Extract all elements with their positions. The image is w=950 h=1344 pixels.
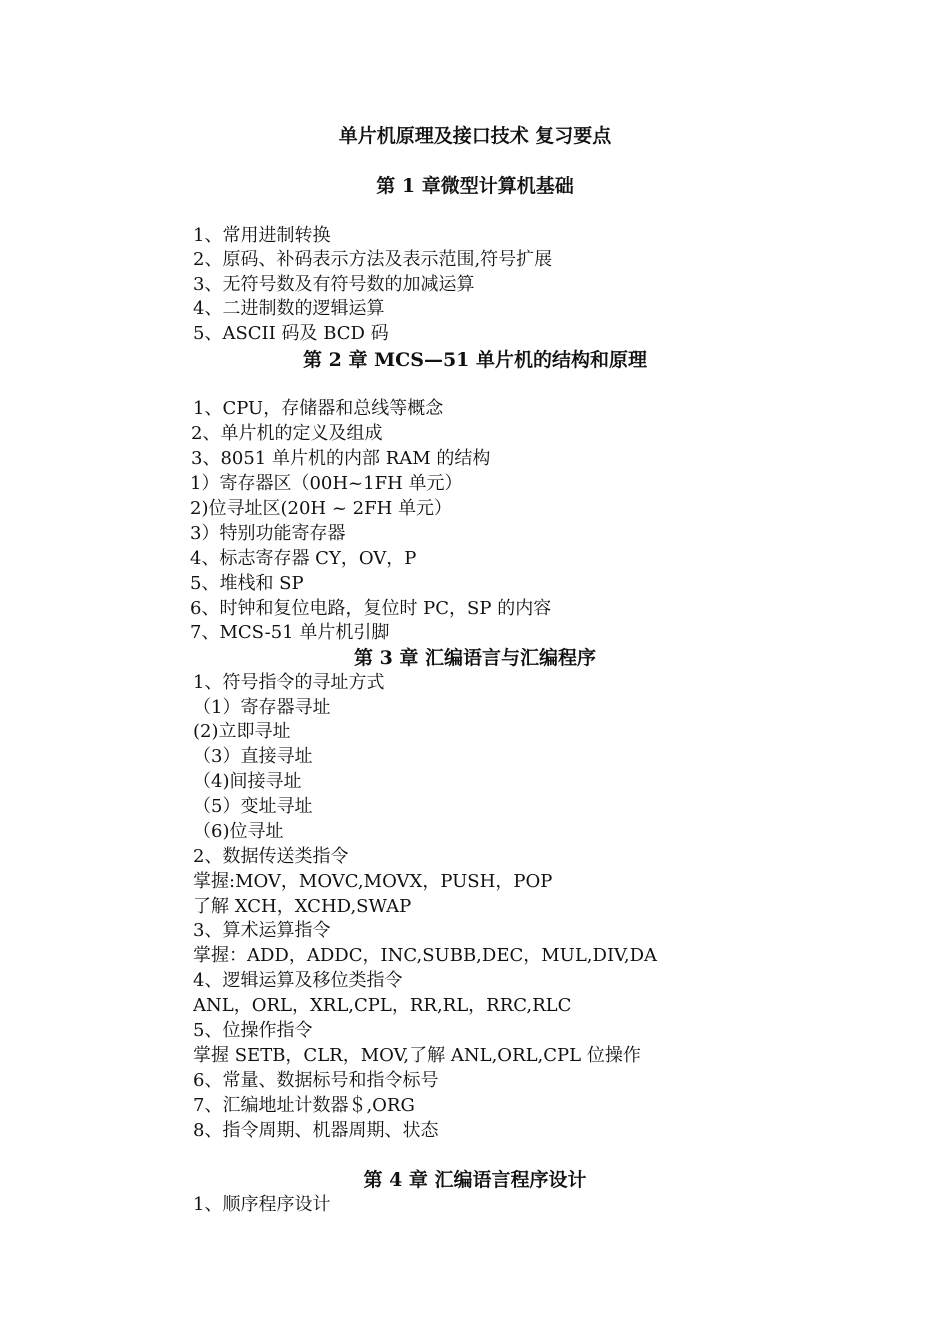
chapter-3-heading: 第 3 章 汇编语言与汇编程序 [353, 647, 597, 669]
chapter-2-item: 5、堆栈和 SP [190, 573, 304, 594]
chapter-3-item: 掌握:MOV，MOVC,MOVX，PUSH，POP [193, 871, 553, 892]
chapter-2-item: 6、时钟和复位电路，复位时 PC，SP 的内容 [190, 598, 552, 619]
chapter-2-item: 2、单片机的定义及组成 [191, 423, 383, 444]
chapter-2-item: 1、CPU，存储器和总线等概念 [193, 398, 444, 419]
chapter-2-item: 4、标志寄存器 CY，OV，P [190, 548, 417, 569]
chapter-3-item: （4)间接寻址 [193, 771, 302, 792]
document-title: 单片机原理及接口技术 复习要点 [338, 125, 612, 147]
chapter-3-item: 2、数据传送类指令 [193, 846, 349, 867]
chapter-1-item: 4、二进制数的逻辑运算 [193, 298, 385, 319]
chapter-4-heading: 第 4 章 汇编语言程序设计 [363, 1169, 587, 1191]
chapter-3-item: 4、逻辑运算及移位类指令 [193, 970, 403, 991]
chapter-3-item: 7、汇编地址计数器＄,ORG [193, 1095, 415, 1116]
chapter-3-item: （3）直接寻址 [193, 746, 313, 767]
chapter-4-item: 1、顺序程序设计 [193, 1194, 331, 1215]
chapter-3-item: （1）寄存器寻址 [193, 697, 331, 718]
chapter-2-item: 1）寄存器区（00H~1FH 单元） [190, 473, 463, 494]
chapter-2-item: 7、MCS-51 单片机引脚 [190, 622, 390, 643]
chapter-3-item: （6)位寻址 [193, 821, 284, 842]
chapter-3-item: (2)立即寻址 [193, 721, 291, 742]
chapter-2-item: 3、8051 单片机的内部 RAM 的结构 [191, 448, 491, 469]
chapter-1-heading: 第 1 章微型计算机基础 [376, 175, 574, 197]
chapter-1-item: 2、原码、补码表示方法及表示范围,符号扩展 [193, 249, 553, 270]
chapter-1-item: 1、常用进制转换 [193, 225, 331, 246]
chapter-3-item: 1、符号指令的寻址方式 [193, 672, 385, 693]
chapter-3-item: 5、位操作指令 [193, 1020, 313, 1041]
chapter-3-item: 掌握：ADD，ADDC，INC,SUBB,DEC，MUL,DIV,DA [193, 945, 658, 966]
chapter-3-item: 8、指令周期、机器周期、状态 [193, 1120, 439, 1141]
chapter-3-item: 6、常量、数据标号和指令标号 [193, 1070, 439, 1091]
chapter-3-item: （5）变址寻址 [193, 796, 313, 817]
chapter-1-item: 3、无符号数及有符号数的加减运算 [193, 274, 475, 295]
chapter-2-item: 2)位寻址区(20H ~ 2FH 单元） [190, 498, 452, 519]
chapter-3-item: ANL，ORL，XRL,CPL，RR,RL，RRC,RLC [193, 995, 572, 1016]
chapter-3-item: 掌握 SETB，CLR，MOV,了解 ANL,ORL,CPL 位操作 [193, 1045, 641, 1066]
chapter-1-item: 5、ASCII 码及 BCD 码 [193, 323, 389, 344]
chapter-2-item: 3）特别功能寄存器 [190, 523, 346, 544]
chapter-3-item: 了解 XCH，XCHD,SWAP [193, 896, 412, 917]
chapter-3-item: 3、算术运算指令 [193, 920, 331, 941]
chapter-2-heading: 第 2 章 MCS—51 单片机的结构和原理 [303, 349, 647, 371]
